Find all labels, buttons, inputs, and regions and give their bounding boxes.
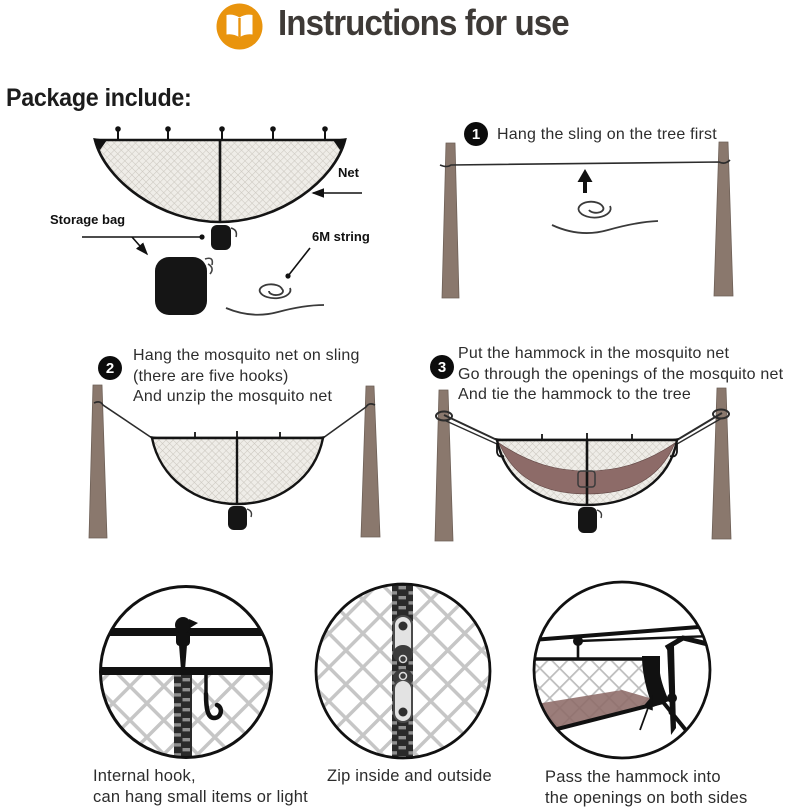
open-book-icon bbox=[216, 3, 263, 50]
step-1-line: Hang the sling on the tree first bbox=[497, 126, 717, 143]
detail-3-caption bbox=[545, 767, 747, 807]
caption-line: Zip inside and outside bbox=[327, 767, 492, 785]
step-3-line: And tie the hammock to the tree bbox=[458, 386, 691, 403]
attached-storage-bag bbox=[228, 506, 252, 530]
page-title: Instructions for use bbox=[278, 2, 569, 43]
rope-knot bbox=[573, 636, 583, 646]
net-label: Net bbox=[338, 165, 359, 180]
net-hooks bbox=[116, 127, 327, 140]
string-coil bbox=[226, 284, 324, 314]
detail-2-caption bbox=[327, 766, 492, 787]
sling-ropes bbox=[94, 402, 375, 438]
step-3-line: Go through the openings of the mosquito net bbox=[458, 365, 784, 383]
step-3-line: Put the hammock in the mosquito net bbox=[458, 345, 730, 362]
step-2-illustration bbox=[60, 383, 420, 575]
detail-1-caption bbox=[93, 766, 308, 807]
package-include-heading: Package include: bbox=[6, 84, 192, 112]
step-2-badge: 2 bbox=[98, 356, 122, 380]
sling-rope bbox=[440, 160, 730, 167]
tree-right bbox=[714, 142, 733, 296]
net-top-strap bbox=[96, 667, 276, 675]
step-1-badge: 1 bbox=[464, 122, 488, 146]
up-arrow-icon bbox=[578, 169, 593, 193]
step-1-illustration bbox=[430, 140, 800, 305]
string-label: 6M string bbox=[312, 229, 370, 244]
tree-left bbox=[89, 385, 107, 538]
step-3-badge: 3 bbox=[430, 355, 454, 379]
zipper-pull-inner bbox=[393, 669, 413, 722]
storage-bag bbox=[155, 257, 212, 315]
caption-line: can hang small items or light bbox=[93, 788, 308, 806]
step-2-line: (there are five hooks) bbox=[133, 367, 289, 385]
caption-line: Internal hook, bbox=[93, 767, 196, 785]
step-3-illustration bbox=[430, 383, 800, 580]
detail-internal-hook bbox=[96, 582, 276, 762]
string-coil bbox=[552, 202, 658, 233]
caption-line: Pass the hammock into bbox=[545, 768, 721, 786]
detail-side-opening bbox=[530, 578, 714, 762]
zipper-pull-outer bbox=[393, 616, 413, 663]
detail-zipper bbox=[312, 580, 494, 762]
attached-storage-bag bbox=[211, 225, 236, 250]
attached-storage-bag bbox=[578, 507, 602, 533]
step-2-line: Hang the mosquito net on sling bbox=[133, 347, 360, 364]
caption-line: the openings on both sides bbox=[545, 789, 748, 807]
zipper-band bbox=[174, 675, 192, 762]
step-2-line: And unzip the mosquito net bbox=[133, 388, 333, 405]
storage-bag-label: Storage bag bbox=[50, 212, 126, 227]
